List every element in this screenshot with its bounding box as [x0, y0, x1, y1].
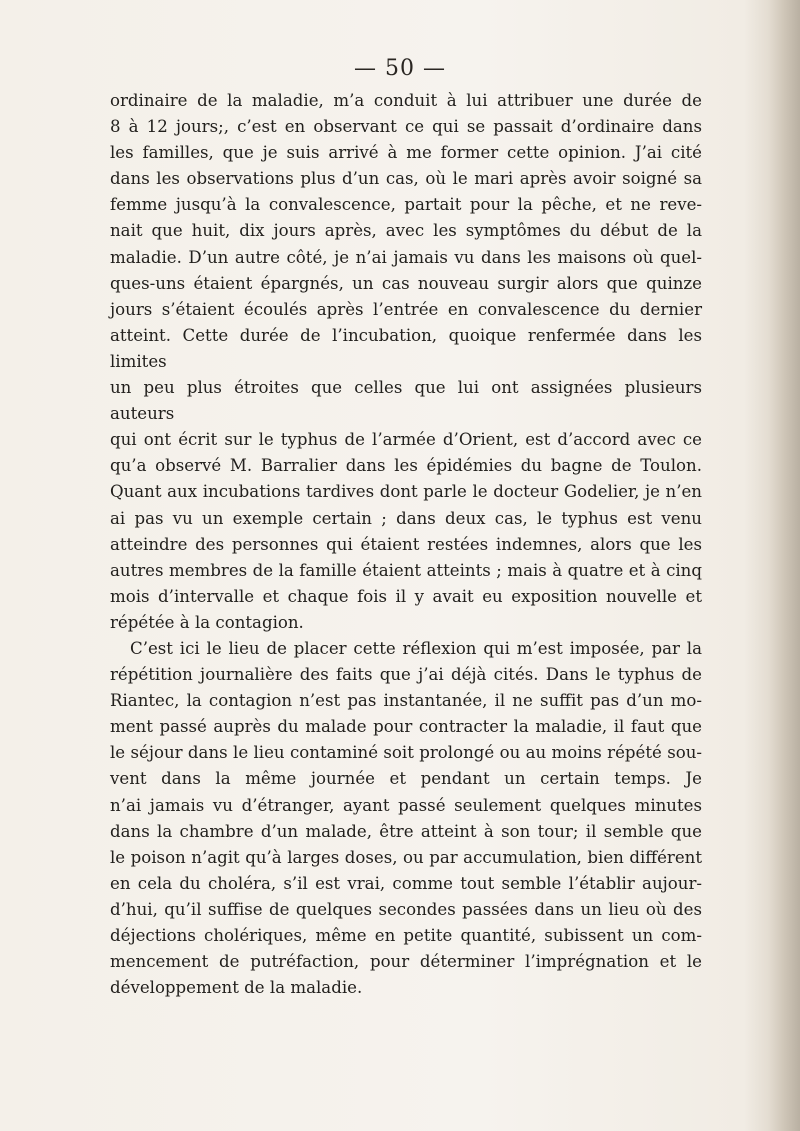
text-line: mencement de putréfaction, pour déterminer l’imprégnation et le — [110, 952, 702, 972]
text-line: dans les observations plus d’un cas, où le mari après avoir soigné sa — [110, 169, 702, 189]
text-line: femme jusqu’à la convalescence, partait pour la pêche, et ne reve- — [110, 195, 702, 215]
page-body — [110, 88, 702, 1001]
text-line: répétition journalière des faits que j’ai déjà cités. Dans le typhus de — [110, 665, 702, 685]
text-line: développement de la maladie. — [110, 978, 363, 998]
text-line: le poison n’agit qu’à larges doses, ou par accumulation, bien différent — [110, 847, 702, 867]
text-line: d’hui, qu’il suffise de quelques secondes passées dans un lieu où des — [110, 899, 702, 919]
text-line: qui ont écrit sur le typhus de l’armée d’Orient, est d’accord avec ce — [110, 430, 702, 450]
text-line: C’est ici le lieu de placer cette réflexion qui m’est imposée, par la — [130, 638, 702, 658]
text-line: autres membres de la famille étaient atteints ; mais à quatre et à cinq — [110, 560, 702, 580]
paragraph-1 — [110, 88, 702, 636]
text-line: répétée à la contagion. — [110, 612, 304, 632]
text-line: Quant aux incubations tardives dont parle le docteur Godelier, je n’en — [110, 482, 702, 502]
text-line: n’ai jamais vu d’étranger, ayant passé seulement quelques minutes — [110, 795, 702, 815]
text-line: ai pas vu un exemple certain ; dans deux cas, le typhus est venu — [110, 508, 702, 528]
text-line: le séjour dans le lieu contaminé soit prolongé ou au moins répété sou- — [110, 743, 702, 763]
text-line: Riantec, la contagion n’est pas instantanée, il ne suffit pas d’un mo- — [110, 691, 702, 711]
page-number: — 50 — — [354, 56, 446, 81]
text-line: un peu plus étroites que celles que lui ont assignées plusieurs auteurs — [110, 378, 702, 424]
text-line: les familles, que je suis arrivé à me former cette opinion. J’ai cité — [110, 143, 702, 163]
text-line: maladie. D’un autre côté, je n’ai jamais vu dans les maisons où quel- — [110, 247, 702, 267]
text-line: dans la chambre d’un malade, être atteint à son tour; il semble que — [110, 821, 702, 841]
text-line: atteindre des personnes qui étaient restées indemnes, alors que les — [110, 534, 702, 554]
text-line: en cela du choléra, s’il est vrai, comme tout semble l’établir aujour- — [110, 873, 702, 893]
text-line: qu’a observé M. Barralier dans les épidémies du bagne de Toulon. — [110, 456, 702, 476]
text-line: mois d’intervalle et chaque fois il y avait eu exposition nouvelle et — [110, 586, 702, 606]
text-line: déjections cholériques, même en petite quantité, subissent un com- — [110, 926, 702, 945]
text-line: ques-uns étaient épargnés, un cas nouveau surgir alors que quinze — [110, 273, 702, 293]
text-line: nait que huit, dix jours après, avec les symptômes du début de la — [110, 221, 702, 241]
text-line: ordinaire de la maladie, m’a conduit à lui attribuer une durée de — [110, 91, 702, 110]
paragraph-2 — [110, 636, 702, 1001]
text-line: ment passé auprès du malade pour contracter la maladie, il faut que — [110, 717, 702, 737]
text-line: jours s’étaient écoulés après l’entrée en convalescence du dernier — [110, 299, 702, 319]
text-line: vent dans la même journée et pendant un certain temps. Je — [110, 769, 702, 789]
text-line: 8 à 12 jours;, c’est en observant ce qui se passait d’ordinaire dans — [110, 117, 702, 137]
text-line: atteint. Cette durée de l’incubation, quoique renfermée dans les limites — [110, 325, 702, 371]
